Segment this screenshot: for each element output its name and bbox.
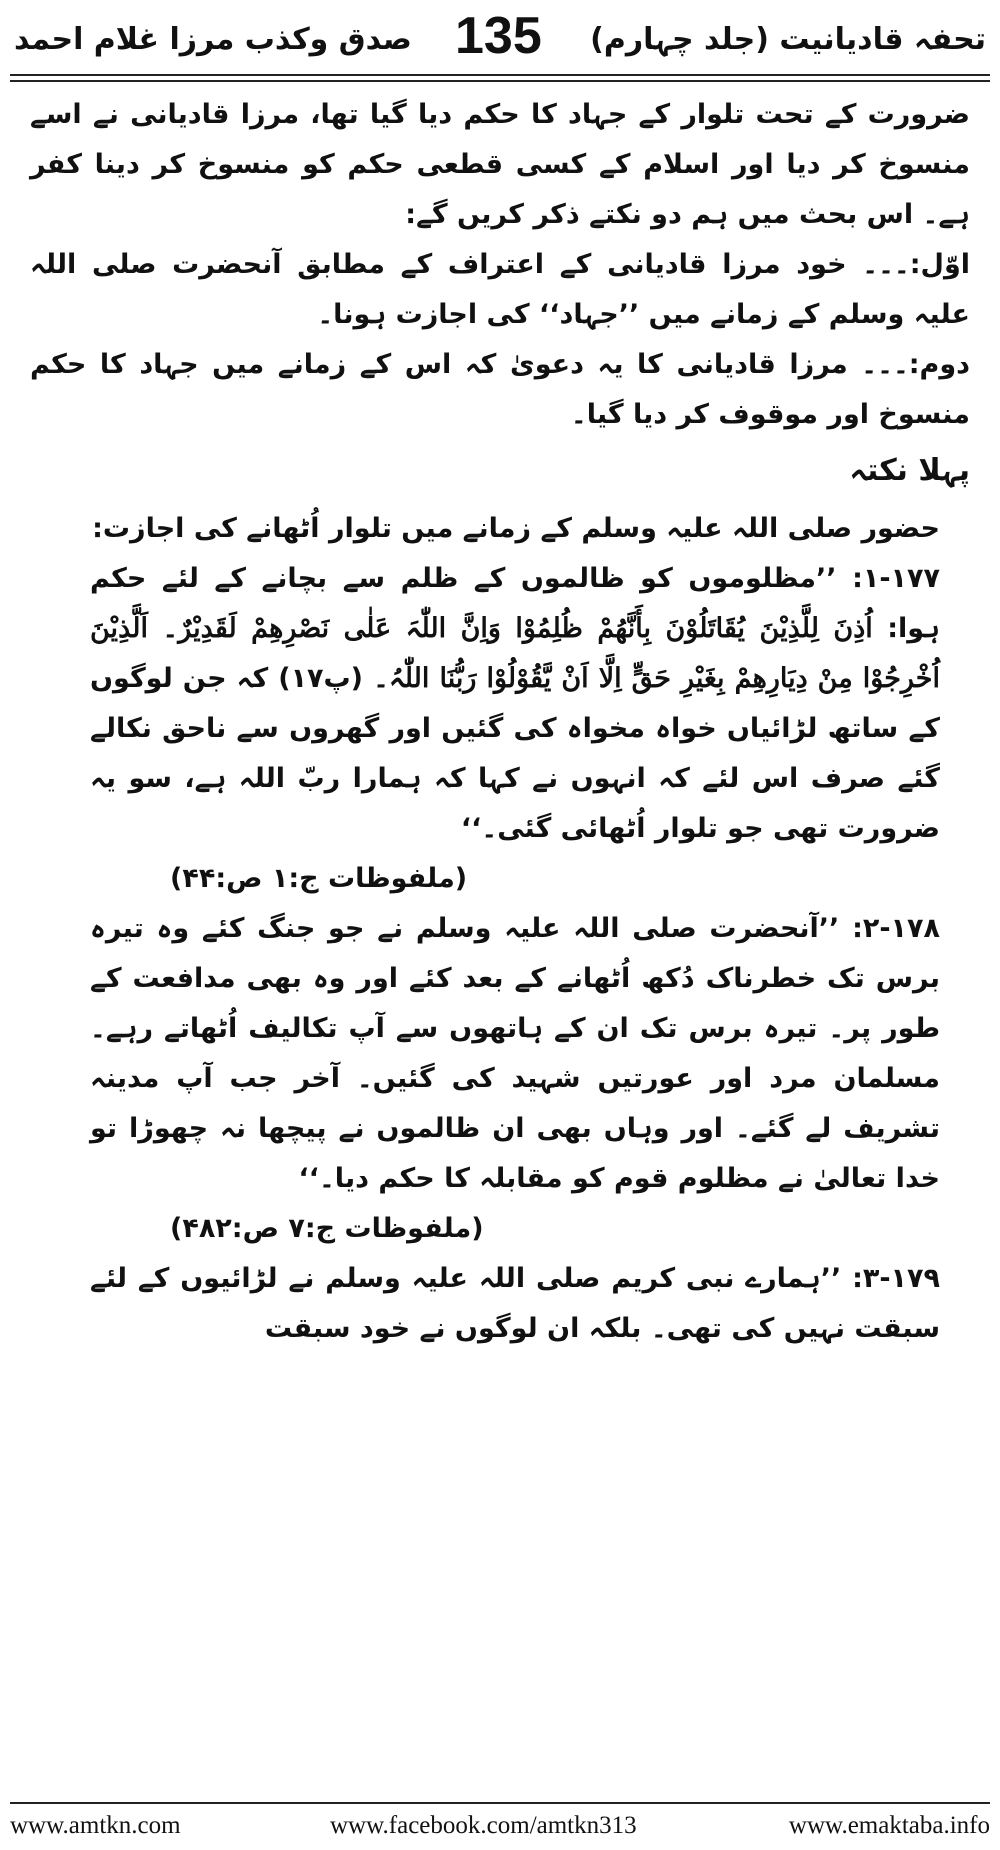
quote-one-rest: (پ۱۷) کہ جن لوگوں کے ساتھ لڑائیاں خواہ مخواہ کی گئیں اور گھروں سے ناحق نکالے گئے صرف اس لئے کہ انہوں نے کہا کہ ہمارا ربّ اللہ ہے، سو یہ ضرورت تھی جو تلوار اُٹھائی گئی۔‘‘: [90, 663, 940, 844]
quote-two: ۲-۱۷۸: ’’آنحضرت صلی اللہ علیہ وسلم نے جو جنگ کئے وہ تیرہ برس تک خطرناک دُکھ اُٹھانے کے بعد کئے اور وہ بھی مدافعت کے طور پر۔ تیرہ برس تک ان کے ہاتھوں سے آپ تکالیف اُٹھاتے رہے۔ مسلمان مرد اور عورتیں شہید کی گئیں۔ آخر جب آپ مدینہ تشریف لے گئے۔ اور وہاں بھی ان ظالموں نے پیچھا نہ چھوڑا تو خدا تعالیٰ نے مظلوم قوم کو مقابلہ کا حکم دیا۔‘‘: [90, 913, 940, 1194]
citation-one: (ملفوظات ج:۱ ص:۴۴): [170, 863, 468, 894]
citation-two: (ملفوظات ج:۷ ص:۴۸۲): [170, 1213, 484, 1244]
section-heading: پہلا نکتہ: [849, 453, 970, 488]
header-rule: [10, 74, 990, 76]
footer-rule: [10, 1802, 990, 1804]
page-footer: [0, 1808, 1000, 1848]
chapter-title: صدق وکذب مرزا غلام احمد: [14, 22, 412, 57]
paragraph-point-one: اوّل:۔۔۔ خود مرزا قادیانی کے اعتراف کے مطابق آنحضرت صلی اللہ علیہ وسلم کے زمانے میں ’’جہاد‘‘ کی اجازت ہونا۔: [30, 249, 970, 330]
paragraph-intro: ضرورت کے تحت تلوار کے جہاد کا حکم دیا گیا تھا، مرزا قادیانی نے اسے منسوخ کر دیا اور اسلام کے کسی قطعی حکم کو منسوخ کر دینا کفر ہے۔ اس بحث میں ہم دو نکتے ذکر کریں گے:: [30, 99, 970, 230]
quote-one-intro: ۱-۱۷۷: ’’مظلوموں کو ظالموں کے ظلم سے بچانے کے لئے حکم ہوا:: [90, 563, 940, 644]
header-rule-second: [10, 80, 990, 82]
page-body: [30, 90, 970, 1795]
quote-three: ۳-۱۷۹: ’’ہمارے نبی کریم صلی اللہ علیہ وسلم نے لڑائیوں کے لئے سبقت نہیں کی تھی۔ بلکہ ان لوگوں نے خود سبقت: [90, 1263, 940, 1344]
page-header: [0, 0, 1000, 72]
footer-link-amtkn[interactable]: www.amtkn.com: [10, 1812, 181, 1839]
quote-one-arabic: اُذِنَ لِلَّذِیْنَ یُقَاتَلُوْنَ بِأَنَّھُمْ ظُلِمُوْا وَاِنَّ اللّٰہَ عَلٰی نَصْرِھِمْ لَقَدِیْرٌ۔ اَلَّذِیْنَ اُخْرِجُوْا مِنْ دِیَارِھِمْ بِغَیْرِ حَقٍّ اِلَّا اَنْ یَّقُوْلُوْا رَبُّنَا اللّٰہُ۔: [90, 613, 940, 694]
sub-heading: حضور صلی اللہ علیہ وسلم کے زمانے میں تلوار اُٹھانے کی اجازت:: [92, 513, 940, 544]
footer-link-emaktaba[interactable]: www.emaktaba.info: [788, 1812, 990, 1839]
page-number: 135: [455, 7, 542, 65]
footer-link-facebook[interactable]: www.facebook.com/amtkn313: [330, 1812, 637, 1839]
paragraph-point-two: دوم:۔۔۔ مرزا قادیانی کا یہ دعویٰ کہ اس کے زمانے میں جہاد کا حکم منسوخ اور موقوف کر دیا گیا۔: [30, 349, 970, 430]
quote-one: [30, 554, 970, 854]
book-title: تحفہ قادیانیت (جلد چہارم): [590, 22, 986, 57]
